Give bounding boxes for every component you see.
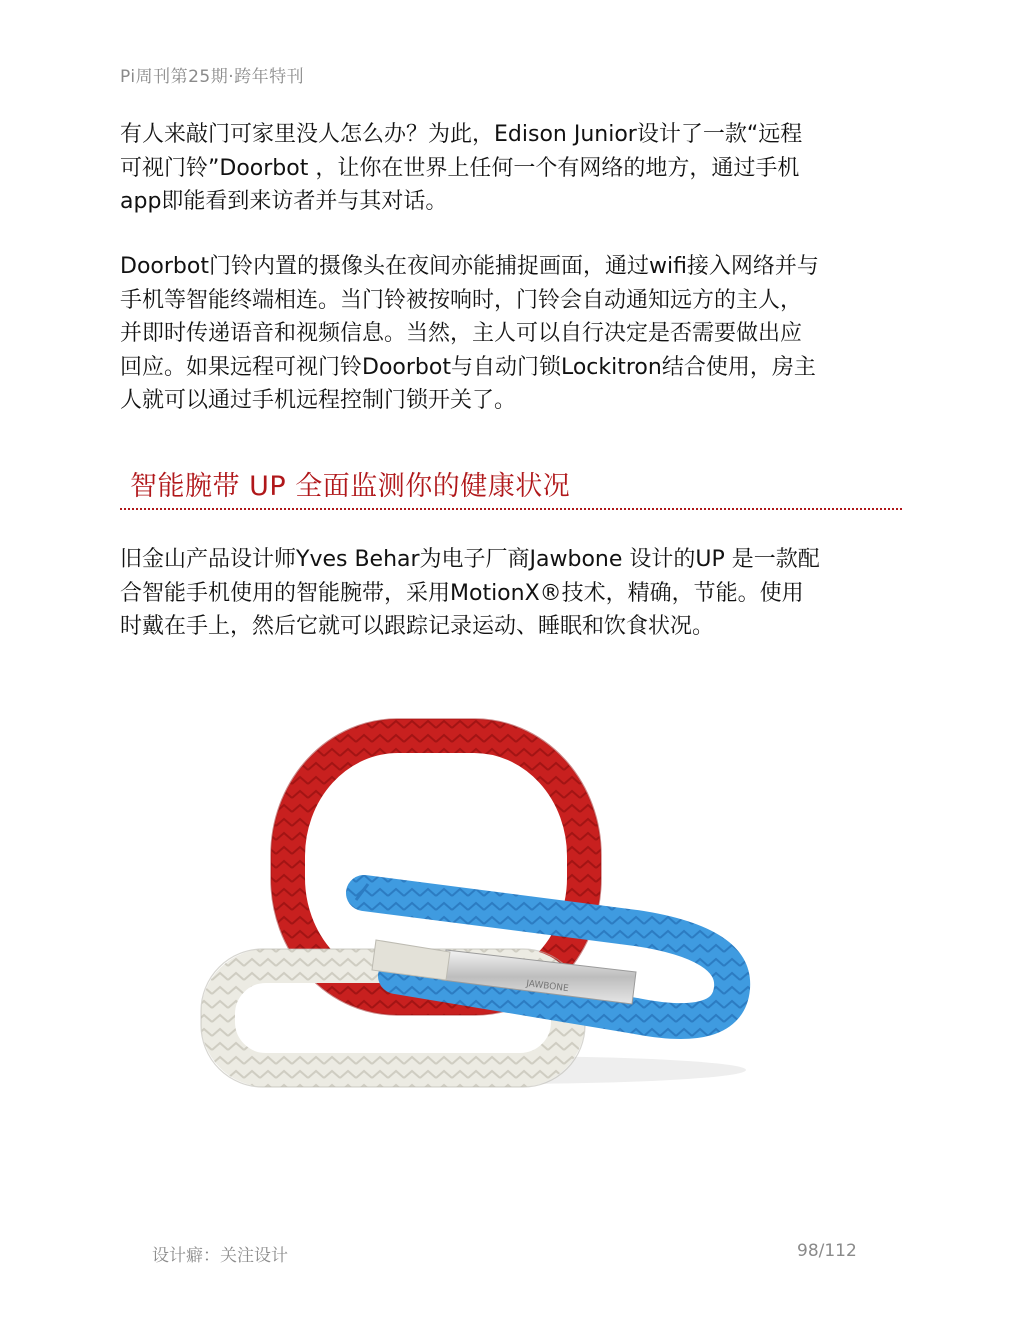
section-title: 智能腕带 UP 全面监测你的健康状况 bbox=[130, 471, 571, 502]
article-paragraph-doorbot-intro: 有人来敲门可家里没人怎么办？为此，Edison Junior设计了一款“远程 可视门铃”Doorbot ，让你在世界上任何一个有网络的地方，通过手机 app即能看到来访者并与其对话。 bbox=[120, 122, 803, 214]
article-paragraph-up-wristband: 旧金山产品设计师Yves Behar为电子厂商Jawbone 设计的UP 是一款配 合智能手机使用的智能腕带，采用MotionX®技术，精确，节能。使用 时戴在手上，然后它就可以跟踪记录运动、睡眠和饮食状况。 bbox=[120, 547, 820, 639]
page-number: 98/112 bbox=[797, 1241, 857, 1261]
running-header-title: Pi周刊第25期·跨年特刊 bbox=[120, 67, 305, 87]
jawbone-up-wristbands-photo bbox=[196, 718, 752, 1090]
footer-left-text: 设计癖：关注设计 bbox=[152, 1246, 288, 1266]
clasp-label: JAWBONE bbox=[525, 979, 570, 995]
article-paragraph-doorbot-details: Doorbot门铃内置的摄像头在夜间亦能捕捉画面，通过wifi接入网络并与 手机等智能终端相连。当门铃被按响时，门铃会自动通知远方的主人， 并即时传递语音和视频信息。当然，主人可以自行决定是否需要做出应 回应。如果远程可视门铃Doorbot与自动门锁Lockitron结合使用，房主 人就可以通过手机远程控制门锁开关了。 bbox=[120, 254, 819, 413]
section-divider bbox=[120, 508, 902, 510]
